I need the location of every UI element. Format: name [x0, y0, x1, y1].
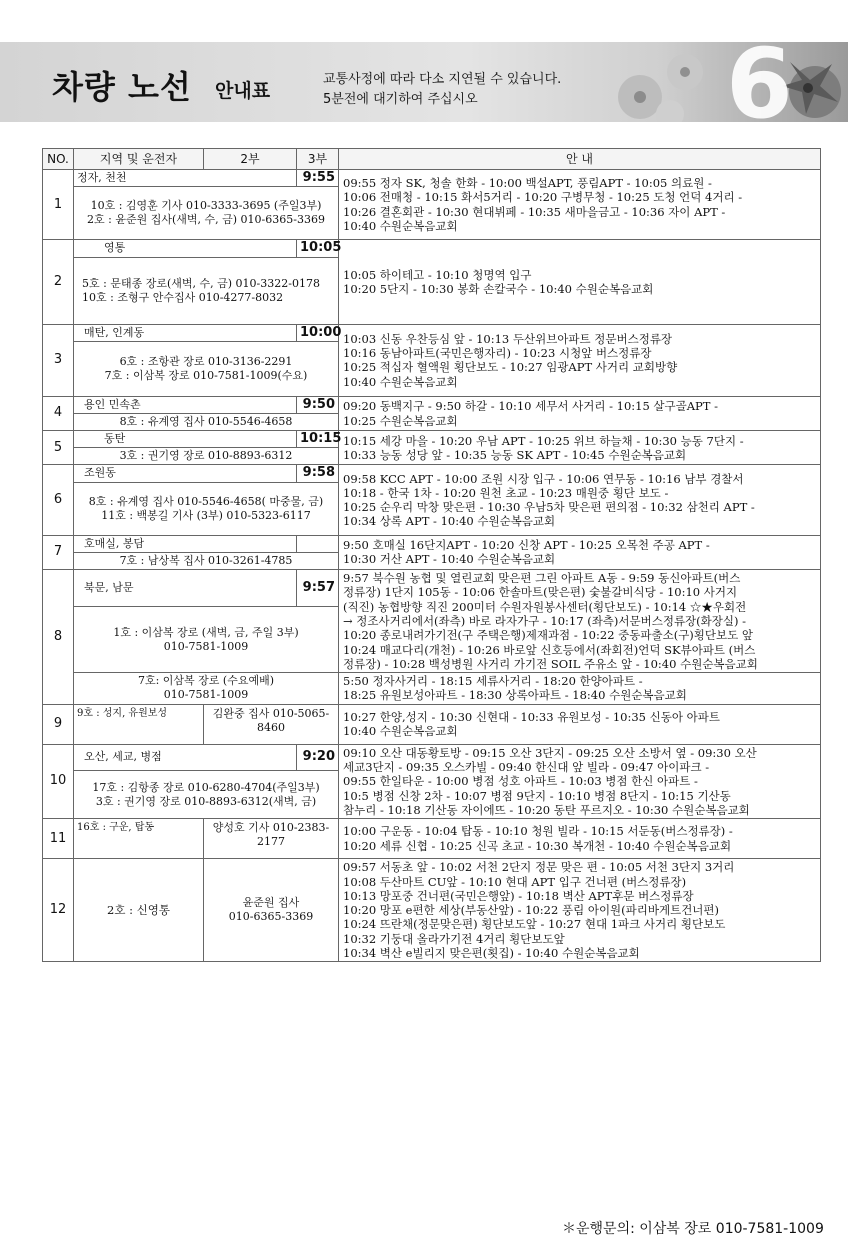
route-info	[339, 570, 821, 673]
blank-cell	[204, 744, 297, 771]
info-line: 10:20 종로내려가기전(구 주택은행)제재과점 - 10:22 중동파출소(구)횡단보도 앞	[343, 628, 753, 643]
driver-line: 5호 : 문태종 장로(새벽, 수, 금) 010-3322-0178	[82, 276, 320, 290]
info-line: 9:57 북수원 농협 및 열린교회 맞은편 그린 아파트 A동 - 9:59 동신아파트(버스	[343, 571, 741, 586]
route-no: 1	[43, 170, 74, 240]
driver-line: 6호 : 조항관 장로 010-3136-2291	[119, 354, 293, 368]
route-no: 12	[43, 859, 74, 962]
info-line: 10:25 적십자 혈액원 횡단보도 - 10:27 임광APT 사거리 교회방향	[343, 360, 678, 375]
info-line: 10:25 수원순복음교회	[343, 413, 458, 428]
route-drivers	[74, 341, 339, 396]
blank-cell	[204, 465, 297, 482]
contact-footer: ＊운행문의: 이삼복 장로 010-7581-1009	[562, 1221, 824, 1237]
route-area: 정자, 천천	[74, 170, 204, 187]
info-line: 10:00 구운동 - 10:04 탑동 - 10:10 청원 빌라 - 10:15 서둔동(버스정류장) -	[343, 824, 733, 839]
info-line: 10:20 5단지 - 10:30 봉화 손칼국수 - 10:40 수원순복음교회	[343, 281, 654, 296]
route-drivers	[74, 482, 339, 535]
info-line: 09:20 동백지구 - 9:50 하갈 - 10:10 세무서 사거리 - 10:15 살구골APT -	[343, 399, 719, 414]
table-header-row	[43, 149, 821, 170]
info-line: 정류장) - 10:28 백성병원 사거리 가기전 SOIL 주유소 앞 - 10:40 수원순복음교회	[343, 656, 758, 671]
table-row	[43, 535, 821, 552]
driver-line: 2호 : 윤준원 집사(새벽, 수, 금) 010-6365-3369	[87, 213, 325, 227]
route-driver: 양성호 기사 010-2383-2177	[204, 819, 339, 859]
route-info	[339, 170, 821, 240]
driver-line: 7호: 이삼복 장로 (수요예배)	[137, 674, 275, 688]
route-info	[339, 324, 821, 396]
info-line: 10:32 기둥대 올라가기전 4거리 횡단보도앞	[343, 931, 565, 946]
driver-line: 7호 : 이삼복 장로 010-7581-1009(수요)	[104, 368, 308, 382]
route-no: 5	[43, 431, 74, 465]
info-line: 09:58 KCC APT - 10:00 조원 시장 입구 - 10:06 연무동 - 10:16 남부 경찰서	[343, 471, 744, 486]
page-subtitle: 안내표	[215, 80, 271, 102]
info-line: → 정조사거리에서(좌측) 바로 라자가구 - 10:17 (좌측)서문버스정류장(화장실) -	[343, 613, 746, 628]
route-info	[339, 240, 821, 324]
blank-cell	[204, 535, 297, 552]
blank-cell	[204, 396, 297, 413]
route-area: 북문, 남문	[74, 570, 204, 607]
route-info	[339, 704, 821, 744]
info-line: 10:15 세강 마을 - 10:20 우남 APT - 10:25 위브 하늘채 - 10:30 능동 7단지 -	[343, 433, 744, 448]
route-area: 2호 : 신영통	[74, 859, 204, 962]
route-info	[339, 744, 821, 818]
route-no: 11	[43, 819, 74, 859]
route-time: 10:05	[297, 240, 339, 257]
info-line: 10:40 수원순복음교회	[343, 218, 458, 233]
info-line: 09:55 한일타운 - 10:00 병점 성호 아파트 - 10:03 병점 한신 아파트 -	[343, 774, 698, 789]
route-no: 8	[43, 570, 74, 705]
route-time: 10:15	[297, 431, 339, 448]
driver-line: 11호 : 백봉길 기사 (3부) 010-5323-6117	[101, 508, 311, 522]
driver-line: 17호 : 김항종 장로 010-6280-4704(주일3부)	[92, 780, 320, 794]
route-driver: 김완중 집사 010-5065-8460	[204, 704, 339, 744]
driver-line: 010-7581-1009	[163, 688, 249, 702]
driver-line: 010-6365-3369	[228, 910, 314, 924]
table-row	[43, 240, 821, 257]
route-area: 16호 : 구운, 탑동	[74, 819, 204, 859]
route-time: 10:00	[297, 324, 339, 341]
table-row	[43, 704, 821, 744]
route-info	[339, 431, 821, 465]
info-line: 10:03 신동 우찬등심 앞 - 10:13 두산위브아파트 정문버스정류장	[343, 331, 673, 346]
route-area: 9호 : 성지, 유원보성	[74, 704, 204, 744]
route-drivers	[74, 771, 339, 819]
route-area: 용인 민속촌	[74, 396, 204, 413]
route-info	[339, 859, 821, 962]
info-line: 9:50 호매실 16단지APT - 10:20 신창 APT - 10:25 오목천 주공 APT -	[343, 538, 710, 553]
route-time: 9:58	[297, 465, 339, 482]
route-table	[42, 148, 821, 962]
header-area: 지역 및 운전자	[74, 149, 204, 170]
notice-line-2: 5분전에 대기하여 주십시오	[323, 92, 478, 107]
header-no: NO.	[43, 149, 74, 170]
info-line: 5:50 정자사거리 - 18:15 세류사거리 - 18:20 한양아파트 -	[343, 674, 643, 689]
route-info	[339, 465, 821, 535]
driver-line: 윤준원 집사	[242, 896, 300, 910]
driver-line: 8호 : 유계영 집사 010-5546-4658( 마중물, 금)	[88, 494, 324, 508]
info-line: 09:10 오산 대동황토방 - 09:15 오산 3단지 - 09:25 오산 소방서 옆 - 09:30 오산	[343, 745, 757, 760]
header-third: 3부	[297, 149, 339, 170]
blank-cell	[204, 240, 297, 257]
info-line: 10:33 능동 성당 앞 - 10:35 능동 SK APT - 10:45 수원순복음교회	[343, 447, 687, 462]
route-time: 9:50	[297, 396, 339, 413]
route-no: 4	[43, 396, 74, 430]
blank-cell	[204, 570, 297, 607]
route-drivers: 7호 : 남상복 집사 010-3261-4785	[74, 553, 339, 570]
route-time	[297, 535, 339, 552]
driver-line: 3호 : 권기영 장로 010-8893-6312(새벽, 금)	[95, 794, 317, 808]
route-area: 호매실, 봉담	[74, 535, 204, 552]
info-line: 세교3단지 - 09:35 오스카빌 - 09:40 한신대 앞 빌라 - 09:47 아이파크 -	[343, 760, 710, 775]
info-line: 10:16 동남아파트(국민은행자리) - 10:23 시청앞 버스정류장	[343, 345, 652, 360]
blank-cell	[204, 324, 297, 341]
info-line: 10:26 결혼회관 - 10:30 현대뷔페 - 10:35 새마을금고 - 10:36 자이 APT -	[343, 204, 726, 219]
info-line: 10:24 뜨란채(정문맞은편) 횡단보도앞 - 10:27 현대 1파크 사거리 횡단보도	[343, 917, 726, 932]
route-info	[339, 819, 821, 859]
route-drivers	[74, 257, 339, 324]
header-second: 2부	[204, 149, 297, 170]
driver-line: 010-7581-1009	[163, 639, 249, 653]
table-row	[43, 570, 821, 607]
info-line: 10:40 수원순복음교회	[343, 724, 458, 739]
driver-line: 1호 : 이삼복 장로 (새벽, 금, 주일 3부)	[113, 625, 299, 639]
blank-cell	[204, 170, 297, 187]
route-sub-drivers	[74, 673, 339, 705]
route-info	[339, 396, 821, 430]
route-no: 6	[43, 465, 74, 535]
table-row	[43, 431, 821, 448]
route-area: 동탄	[74, 431, 204, 448]
info-line: 10:06 전매청 - 10:15 화서5거리 - 10:20 구병무청 - 10:25 도청 언덕 4거리 -	[343, 190, 743, 205]
route-no: 10	[43, 744, 74, 818]
info-line: 10:05 하이테고 - 10:10 청명역 입구	[343, 267, 532, 282]
route-area: 오산, 세교, 병점	[74, 744, 204, 771]
table-row	[43, 673, 821, 705]
route-time: 9:57	[297, 570, 339, 607]
info-line: 10:20 망포 e편한 세상(부동산앞) - 10:22 풍림 아이원(파리바게트건너편)	[343, 903, 720, 918]
route-no: 2	[43, 240, 74, 324]
table-row	[43, 819, 821, 859]
route-no: 7	[43, 535, 74, 569]
table-row	[43, 859, 821, 962]
info-line: 10:08 두산마트 CU앞 - 10:10 현대 APT 입구 건너편 (버스정류장)	[343, 874, 687, 889]
table-row	[43, 324, 821, 341]
page-title: 차량 노선	[52, 68, 192, 106]
info-line: 10:24 매교다리(개천) - 10:26 바로앞 신호등에서(좌회전)언덕 SK뷰아파트 (버스	[343, 642, 756, 657]
page-number: 6	[726, 42, 793, 122]
table-row	[43, 170, 821, 187]
driver-line: 10호 : 조형구 안수집사 010-4277-8032	[82, 290, 284, 304]
info-line: 10:30 거산 APT - 10:40 수원순복음교회	[343, 552, 556, 567]
route-no: 9	[43, 704, 74, 744]
info-line: 09:55 정자 SK, 청솔 한화 - 10:00 백설APT, 풍림APT - 10:05 의료원 -	[343, 176, 712, 191]
info-line: 10:34 벽산 e빌리지 맞은편(횟집) - 10:40 수원순복음교회	[343, 946, 640, 961]
route-time: 9:20	[297, 744, 339, 771]
notice-line-1: 교통사정에 따라 다소 지연될 수 있습니다.	[323, 72, 562, 87]
info-line: 10:20 세류 신협 - 10:25 신곡 초교 - 10:30 복개천 - 10:40 수원순복음교회	[343, 838, 732, 853]
driver-line: 10호 : 김영훈 기사 010-3333-3695 (주일3부)	[90, 199, 322, 213]
route-area: 영통	[74, 240, 204, 257]
table-row	[43, 396, 821, 413]
info-line: 18:25 유원보성아파트 - 18:30 상록아파트 - 18:40 수원순복음교회	[343, 688, 687, 703]
route-drivers	[74, 187, 339, 240]
info-line: 10:25 순우리 막창 맞은편 - 10:30 우남5차 맞은편 편의점 - 10:32 삼천리 APT -	[343, 500, 755, 515]
route-area: 매탄, 인계동	[74, 324, 204, 341]
header-info: 안 내	[339, 149, 821, 170]
route-info	[339, 535, 821, 569]
route-area: 조원동	[74, 465, 204, 482]
route-no: 3	[43, 324, 74, 396]
table-row	[43, 465, 821, 482]
info-line: 10:40 수원순복음교회	[343, 374, 458, 389]
info-line: 10:27 한양,성지 - 10:30 신현대 - 10:33 유원보성 - 10:35 신동아 아파트	[343, 709, 720, 724]
info-line: 10:18 - 한국 1차 - 10:20 원천 초교 - 10:23 매원중 횡단 보도 -	[343, 485, 669, 500]
route-drivers	[74, 606, 339, 672]
info-line: 10:34 상록 APT - 10:40 수원순복음교회	[343, 514, 556, 529]
info-line: 정류장) 1단지 105동 - 10:06 한솔마트(맞은편) 숯불갈비식당 - 10:10 사거지	[343, 585, 738, 600]
info-line: (직진) 농협방향 직진 200미터 수원자원봉사센터(횡단보도) - 10:14 ☆★우회전	[343, 599, 747, 614]
info-line: 10:13 망포중 건너편(국민은행앞) - 10:18 벽산 APT후문 버스정류장	[343, 888, 694, 903]
table-row	[43, 744, 821, 771]
info-line: 참누리 - 10:18 기산동 자이에뜨 - 10:20 동탄 푸르지오 - 10:30 수원순복음교회	[343, 802, 750, 817]
header-banner	[0, 42, 848, 122]
route-driver	[204, 859, 339, 962]
blank-cell	[204, 431, 297, 448]
route-time: 9:55	[297, 170, 339, 187]
info-line: 10:5 병점 신창 2차 - 10:07 병점 9단지 - 10:10 병점 8단지 - 10:15 기산동	[343, 788, 731, 803]
route-drivers: 8호 : 유계영 집사 010-5546-4658	[74, 414, 339, 431]
route-sub-info	[339, 673, 821, 705]
info-line: 09:57 서동초 앞 - 10:02 서천 2단지 정문 맞은 편 - 10:05 서천 3단지 3거리	[343, 860, 735, 875]
route-drivers: 3호 : 권기영 장로 010-8893-6312	[74, 448, 339, 465]
